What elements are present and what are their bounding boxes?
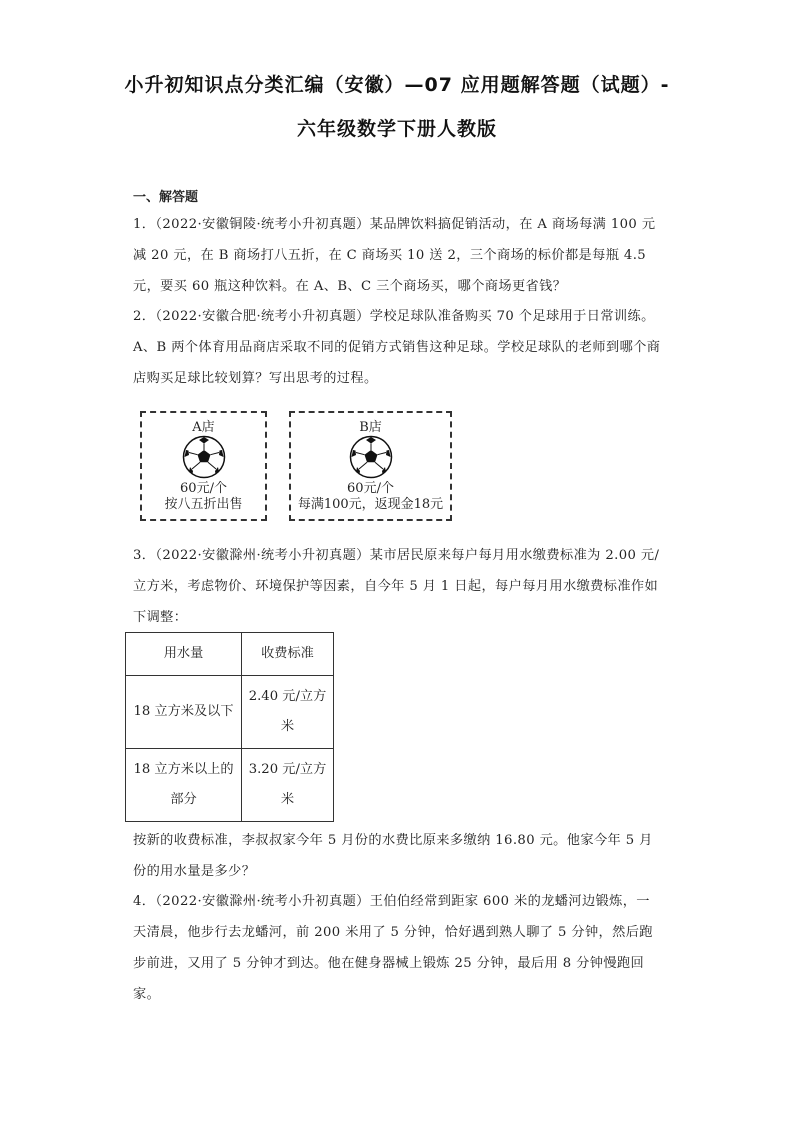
table-row [126,676,334,749]
table-header-row [126,633,334,676]
table-cell: 3.20 元/立方米 [242,749,334,822]
table-row [126,749,334,822]
question-3-follow-up: 按新的收费标准，李叔叔家今年 5 月份的水费比原来多缴纳 16.80 元。他家今年 5 月份的用水量是多少？ [133,833,653,879]
section-heading: 一、解答题 [133,190,199,205]
page-title-line-2: 六年级数学下册人教版 [296,118,497,140]
store-b-name: B店 [359,420,382,435]
table-header-cell: 用水量 [126,633,242,676]
question-1: 1．（2022·安徽铜陵·统考小升初真题）某品牌饮料搞促销活动，在 A 商场每满 100 元减 20 元，在 B 商场打八五折，在 C 商场买 10 送 2，三个商场的标价都是每瓶 4.5 元，要买 60 瓶这种饮料。在 A、B、C 三个商场买，哪个商场更省钱？ [133,217,656,294]
question-4: 4．（2022·安徽滁州·统考小升初真题）王伯伯经常到距家 600 米的龙蟠河边锻炼，一天清晨，他步行去龙蟠河，前 200 米用了 5 分钟，恰好遇到熟人聊了 5 分钟，然后跑步前进，又用了 5 分钟才到达。他在健身器械上锻炼 25 分钟，最后用 8 分钟慢跑回家。 [133,894,653,1002]
store-a-deal: 按八五折出售 [164,497,243,512]
store-b-deal: 每满100元，返现金18元 [297,497,444,512]
table-cell: 2.40 元/立方米 [242,676,334,749]
table-header-cell: 收费标准 [242,633,334,676]
store-a-name: A店 [192,420,215,435]
page-title-line-1: 小升初知识点分类汇编（安徽）—07 应用题解答题（试题）- [124,74,670,96]
store-a-price: 60元/个 [180,481,227,496]
store-a-card [140,411,267,521]
table-cell: 18 立方米以上的部分 [126,749,242,822]
question-3: 3．（2022·安徽滁州·统考小升初真题）某市居民原来每户每月用水缴费标准为 2.00 元/立方米，考虑物价、环境保护等因素，自今年 5 月 1 日起，每户每月用水缴费标准作如下调整： [133,548,660,625]
table-cell: 18 立方米及以下 [126,676,242,749]
soccer-ball-icon [182,435,226,479]
soccer-ball-icon [349,435,393,479]
question-2: 2．（2022·安徽合肥·统考小升初真题）学校足球队准备购买 70 个足球用于日常训练。A、B 两个体育用品商店采取不同的促销方式销售这种足球。学校足球队的老师到哪个商店购买足球比较划算？写出思考的过程。 [133,309,661,386]
store-b-price: 60元/个 [347,481,394,496]
store-b-card [289,411,452,521]
water-fee-table [125,632,334,822]
